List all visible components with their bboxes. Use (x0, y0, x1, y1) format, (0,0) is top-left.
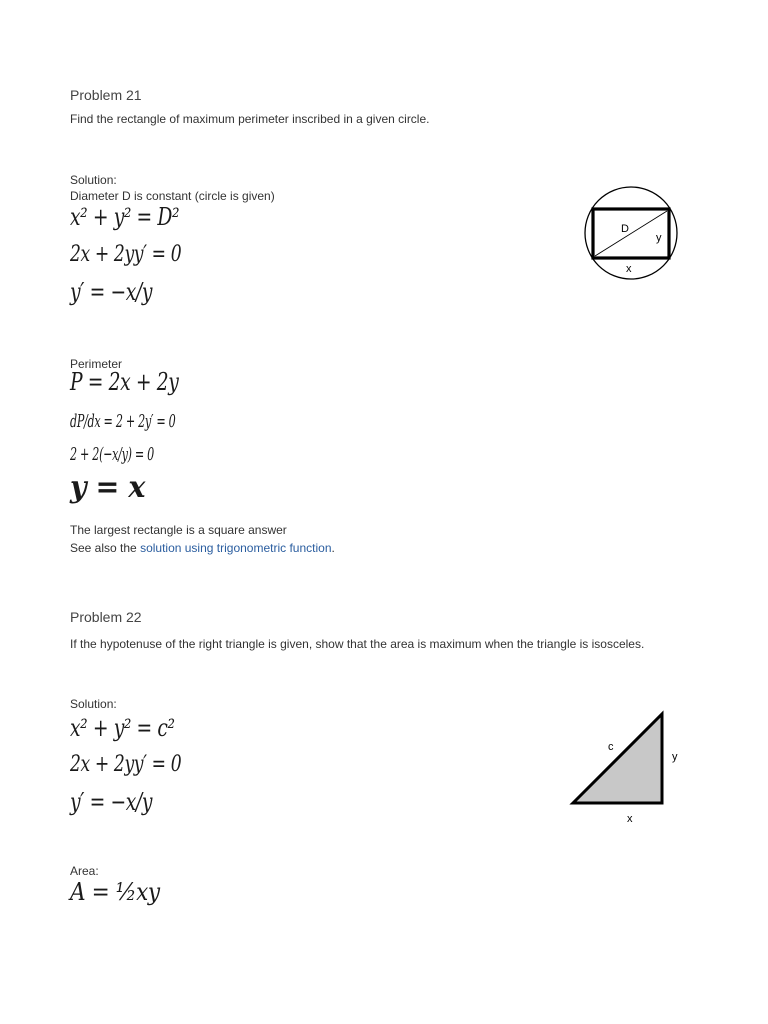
problem-22-heading: Problem 22 (70, 609, 142, 625)
see-also-prefix: See also the (70, 541, 141, 555)
equation-substitution: 2 + 2(−x/y) = 0 (70, 444, 154, 465)
equation-slope-22: y′ = −x/y (70, 788, 153, 816)
problem-22-solution-label: Solution: (70, 697, 117, 711)
label-y-22: y (672, 751, 678, 763)
right-triangle-figure (565, 705, 685, 830)
perimeter-label: Perimeter (70, 357, 123, 371)
label-d: D (621, 223, 629, 235)
problem-21-solution-label: Solution: (70, 173, 117, 187)
equation-derivative: 2x + 2yy′ = 0 (70, 242, 182, 267)
equation-perimeter: P = 2x + 2y (70, 368, 179, 396)
problem-21-heading: Problem 21 (70, 87, 142, 103)
answer-text: The largest rectangle is a square answer (70, 523, 287, 537)
label-x-22: x (627, 813, 633, 825)
equation-hypotenuse: x² + y² = c² (70, 714, 175, 742)
label-c: c (608, 741, 614, 753)
label-y: y (656, 232, 662, 244)
see-also-line (70, 541, 335, 555)
trigonometric-solution-link[interactable]: solution using trigonometric function (140, 541, 332, 555)
circle-rectangle-figure (580, 185, 680, 280)
area-label: Area: (70, 864, 99, 878)
equation-area: A = ½xy (70, 878, 160, 906)
right-triangle (573, 714, 662, 803)
problem-22-statement: If the hypotenuse of the right triangle is given, show that the area is maximum when the triangle is isosceles. (70, 637, 645, 651)
equation-circle: x² + y² = D² (70, 203, 180, 231)
problem-21-statement: Find the rectangle of maximum perimeter inscribed in a given circle. (70, 112, 430, 126)
problem-21-given-text: Diameter D is constant (circle is given) (70, 189, 275, 203)
equation-derivative-22: 2x + 2yy′ = 0 (70, 752, 182, 777)
see-also-suffix: . (331, 541, 335, 555)
equation-slope: y′ = −x/y (70, 278, 153, 306)
equation-result: y = x (70, 470, 145, 505)
equation-dp-dx: dP/dx = 2 + 2y′ = 0 (70, 411, 176, 432)
label-x: x (626, 263, 632, 275)
